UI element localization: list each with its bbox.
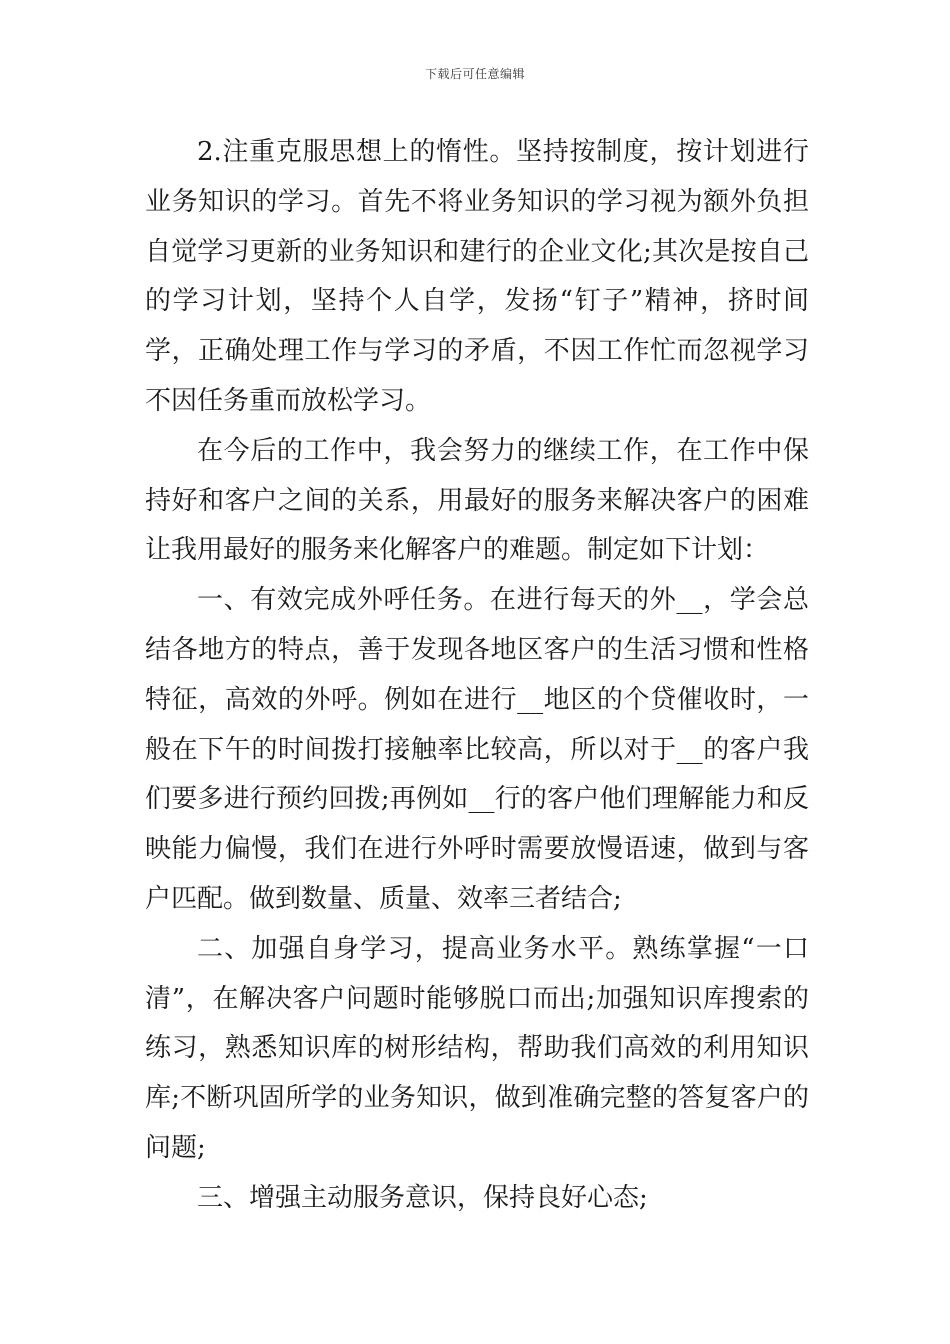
- text-line: 户匹配。做到数量、质量、效率三者结合;: [145, 883, 622, 914]
- text-line: 映能力偏慢，我们在进行外呼时需要放慢语速，做到与客: [145, 834, 809, 865]
- text-line: 库;不断巩固所学的业务知识，做到准确完整的答复客户的: [145, 1083, 809, 1114]
- text-line: 三、增强主动服务意识，保持良好心态;: [197, 1182, 648, 1213]
- page-header: 下载后可任意编辑: [424, 67, 525, 81]
- text-line: 自觉学习更新的业务知识和建行的企业文化;其次是按自己: [145, 236, 809, 267]
- text-line: 练习，熟悉知识库的树形结构，帮助我们高效的利用知识: [145, 1033, 809, 1064]
- text-line: 持好和客户之间的关系，用最好的服务来解决客户的困难: [145, 485, 809, 516]
- text-line: 让我用最好的服务来化解客户的难题。制定如下计划：: [145, 535, 770, 566]
- text-line: 2.注重克服思想上的惰性。坚持按制度，按计划进行: [197, 137, 809, 167]
- text-line: 不因任务重而放松学习。: [145, 385, 432, 416]
- text-line: 问题;: [145, 1132, 206, 1163]
- text-line: 们要多进行预约回拨;再例如__行的客户他们理解能力和反: [145, 784, 809, 815]
- text-line: 结各地方的特点，善于发现各地区客户的生活习惯和性格: [145, 634, 809, 665]
- text-line: 清”，在解决客户问题时能够脱口而出;加强知识库搜索的: [145, 983, 809, 1014]
- document-body: [145, 128, 809, 1224]
- text-line: 特征，高效的外呼。例如在进行__地区的个贷催收时，一: [145, 684, 809, 715]
- text-line: 在今后的工作中，我会努力的继续工作，在工作中保: [197, 435, 809, 466]
- text-line: 二、加强自身学习，提高业务水平。熟练掌握“一口: [197, 933, 809, 964]
- text-line: 般在下午的时间拨打接触率比较高，所以对于__的客户我: [145, 734, 809, 765]
- text-line: 的学习计划，坚持个人自学，发扬“钉子”精神，挤时间: [145, 286, 809, 317]
- text-line: 业务知识的学习。首先不将业务知识的学习视为额外负担: [145, 186, 809, 217]
- text-line: 一、有效完成外呼任务。在进行每天的外__，学会总: [197, 585, 809, 616]
- text-line: 学，正确处理工作与学习的矛盾，不因工作忙而忽视学习: [145, 336, 809, 367]
